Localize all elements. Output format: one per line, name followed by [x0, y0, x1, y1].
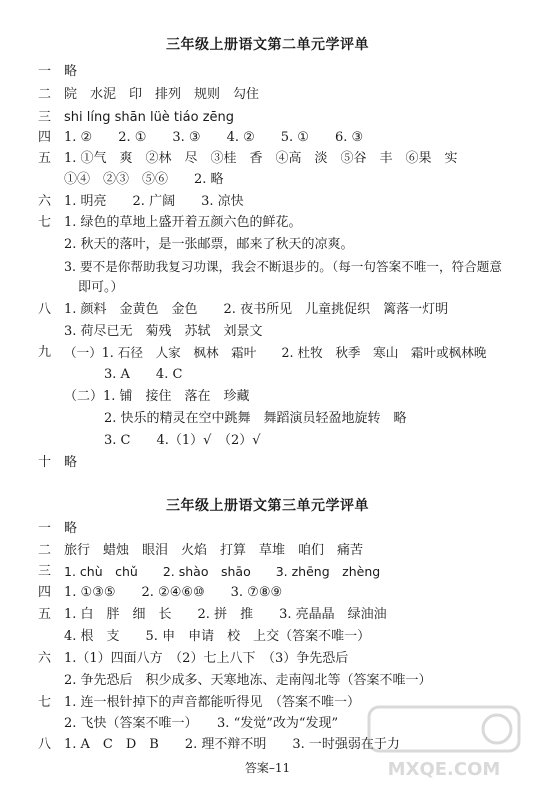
watermark-logo — [359, 703, 529, 783]
unit2-q8-answer-b: 3. 荷尽已无 菊残 苏轼 刘景文 — [64, 324, 263, 339]
unit2-q7-answer-2: 2. 秋天的落叶，是一张邮票，邮来了秋天的凉爽。 — [64, 237, 354, 252]
unit2-q4-num: 四 — [38, 130, 52, 145]
unit2-q7-answer-1: 1. 绿色的草地上盛开着五颜六色的鲜花。 — [64, 215, 302, 230]
unit2-q8-num: 八 — [38, 302, 52, 317]
unit3-q1-num: 一 — [38, 521, 52, 536]
unit2-q10-answer: 略 — [64, 455, 78, 470]
unit2-q5-num: 五 — [38, 151, 52, 166]
unit3-q6-answer-b: 2. 争先恐后 积少成多、天寒地冻、走南闯北等（答案不唯一） — [64, 673, 432, 688]
unit2-q9-num: 九 — [38, 345, 52, 360]
unit2-q7-answer-3: 3. 要不是你帮助我复习功课，我会不断退步的。（每一句答案不唯一，符合题意 — [64, 259, 502, 274]
unit3-title: 三年级上册语文第三单元学评单 — [166, 498, 369, 514]
unit2-q3-num: 三 — [38, 110, 52, 125]
unit3-q7-num: 七 — [38, 695, 52, 710]
unit3-q1-answer: 略 — [64, 521, 78, 536]
unit3-q8-num: 八 — [38, 737, 52, 752]
unit3-q2-num: 二 — [38, 543, 52, 558]
unit3-q7-answer-a: 1. 连一根针掉下的声音都能听得见 （答案不唯一） — [64, 695, 361, 710]
unit2-q9-part1-b: 3. A 4. C — [104, 367, 183, 382]
unit2-q7-answer-3-cont: 即可。） — [78, 280, 124, 295]
unit2-q6-answer: 1. 明亮 2. 广阔 3. 凉快 — [64, 194, 244, 209]
unit3-q8-answer: 1. A C D B 2. 理不辩不明 3. 一时强弱在于力 — [64, 737, 400, 752]
unit2-q10-num: 十 — [38, 455, 52, 470]
unit3-q4-answer: 1. ①③⑤ 2. ②④⑥⑩ 3. ⑦⑧⑨ — [64, 585, 283, 600]
unit2-q5-answer-b: ①④ ②③ ⑤⑥ 2. 略 — [64, 172, 224, 187]
unit2-q9-part1-a: （一）1. 石径 人家 枫林 霜叶 2. 杜牧 秋季 寒山 霜叶或枫林晚 — [64, 345, 487, 360]
unit3-q6-answer-a: 1.（1）四面八方 （2）七上八下 （3）争先恐后 — [64, 651, 349, 666]
unit2-q1-answer: 略 — [64, 64, 78, 79]
unit3-q2-answer: 旅行 蜡烛 眼泪 火焰 打算 草堆 咱们 痛苦 — [64, 543, 364, 558]
unit3-q3-answer: 1. chù chǔ 2. shào shāo 3. zhēng zhèng — [64, 564, 381, 579]
unit2-q7-num: 七 — [38, 215, 52, 230]
unit3-q3-num: 三 — [38, 564, 52, 579]
unit2-q9-part2-b: 2. 快乐的精灵在空中跳舞 舞蹈演员轻盈地旋转 略 — [104, 411, 407, 426]
unit2-q2-answer: 院 水泥 印 排列 规则 勾住 — [64, 87, 260, 102]
unit3-q6-num: 六 — [38, 651, 52, 666]
unit2-q5-answer-a: 1. ①气 爽 ②林 尽 ③桂 香 ④高 淡 ⑤谷 丰 ⑥果 实 — [64, 151, 458, 166]
unit3-q7-answer-b: 2. 飞快（答案不唯一） 3. “发觉”改为“发现” — [64, 716, 339, 731]
unit2-title: 三年级上册语文第二单元学评单 — [166, 37, 369, 53]
unit3-q4-num: 四 — [38, 585, 52, 600]
unit2-q1-num: 一 — [38, 64, 52, 79]
watermark-text: MXQE.COM — [387, 759, 501, 780]
unit2-q3-answer: shi líng shān lüè tiáo zēng — [64, 110, 235, 125]
unit2-q8-answer-a: 1. 颜料 金黄色 金色 2. 夜书所见 儿童挑促织 篱落一灯明 — [64, 302, 449, 317]
unit3-q5-answer-a: 1. 白 胖 细 长 2. 拼 推 3. 亮晶晶 绿油油 — [64, 607, 387, 622]
unit3-q5-answer-b: 4. 根 支 5. 申 申请 校 上交（答案不唯一） — [64, 629, 371, 644]
unit2-q4-answer: 1. ② 2. ① 3. ③ 4. ② 5. ① 6. ③ — [64, 130, 364, 145]
unit2-q6-num: 六 — [38, 194, 52, 209]
unit2-q9-part2-a: （二）1. 铺 接住 落在 珍藏 — [64, 389, 250, 404]
unit3-q5-num: 五 — [38, 607, 52, 622]
unit2-q2-num: 二 — [38, 87, 52, 102]
page-footer: 答案–11 — [244, 761, 291, 775]
unit2-q9-part2-c: 3. C 4.（1）√ （2）√ — [104, 433, 261, 448]
